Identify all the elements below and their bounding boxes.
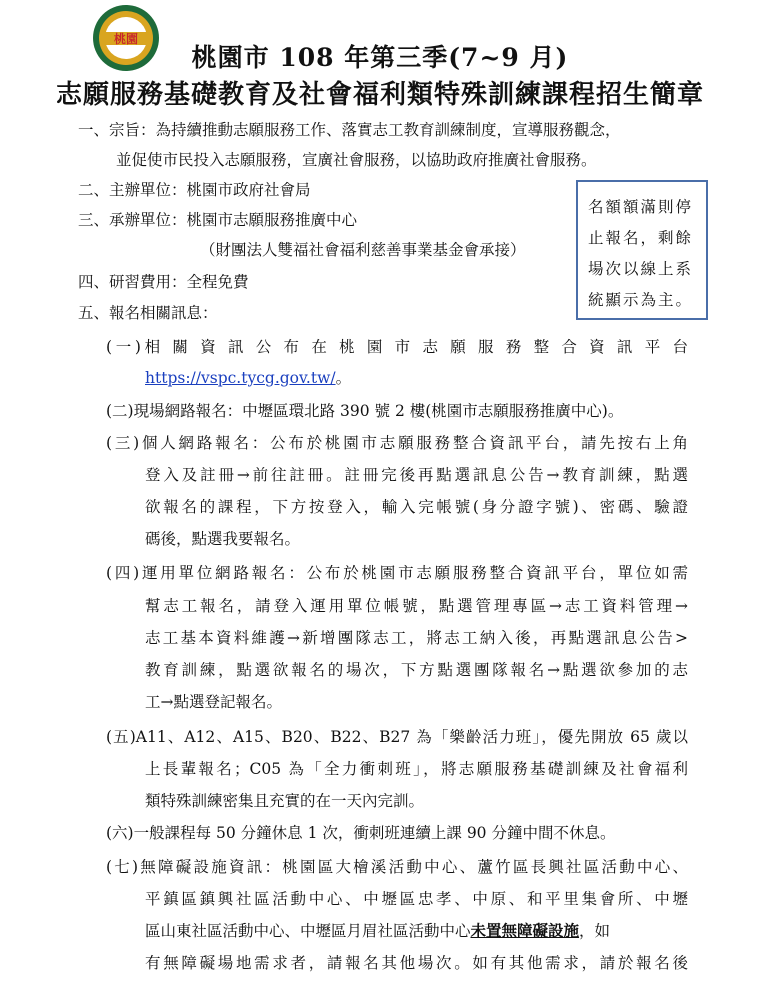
item-3-personal-cont: 登入及註冊→前往註冊。註冊完後再點選訊息公告→教育訓練，點選 bbox=[145, 466, 688, 484]
section-5-registration: 五、報名相關訊息： bbox=[78, 304, 218, 322]
item-5-classes-cont: 上長輩報名；C05 為「全力衝刺班」，將志願服務基礎訓練及社會福利 bbox=[145, 760, 688, 778]
notice-box bbox=[576, 180, 708, 320]
section-2-organizer: 二、主辦單位：桃園市政府社會局 bbox=[78, 181, 311, 199]
item-1-link-line bbox=[145, 368, 351, 388]
section-1-purpose-cont: 並促使市民投入志願服務，宣廣社會服務，以協助政府推廣社會服務。 bbox=[116, 151, 597, 169]
title-line-1: 桃園市 108 年第三季(7~9 月) bbox=[191, 43, 569, 72]
item-6-breaks: (六)一般課程每 50 分鐘休息 1 次，衝刺班連續上課 90 分鐘中間不休息。 bbox=[106, 824, 616, 842]
item-7-accessibility-cont: 平鎮區鎮興社區活動中心、中壢區忠孝、中原、和平里集會所、中壢 bbox=[145, 890, 688, 908]
title-line-2: 志願服務基礎教育及社會福利類特殊訓練課程招生簡章 bbox=[55, 80, 704, 110]
item-3-personal: (三)個人網路報名：公布於桃園市志願服務整合資訊平台，請先按右上角 bbox=[106, 434, 688, 452]
item-7-accessibility-cont: 有無障礙場地需求者，請報名其他場次。如有其他需求，請於報名後 bbox=[145, 954, 688, 972]
notice-line: 名額額滿則停 bbox=[588, 198, 694, 216]
section-4-fee: 四、研習費用：全程免費 bbox=[78, 273, 249, 291]
section-1-purpose: 一、宗旨：為持續推動志願服務工作、落實志工教育訓練制度，宣導服務觀念， bbox=[78, 121, 621, 139]
item-2-onsite: (二)現場網路報名：中壢區環北路 390 號 2 樓(桃園市志願服務推廣中心)。 bbox=[106, 402, 624, 420]
item-5-classes: (五)A11、A12、A15、B20、B22、B27 為「樂齡活力班」，優先開放 65 歲以 bbox=[106, 728, 688, 746]
item-3-personal-cont: 欲報名的課程，下方按登入，輸入完帳號(身分證字號)、密碼、驗證 bbox=[145, 498, 688, 516]
notice-line: 止報名，剩餘 bbox=[588, 229, 694, 247]
item-4-unit-cont: 幫志工報名，請登入運用單位帳號，點選管理專區→志工資料管理→ bbox=[145, 597, 688, 615]
item-7-venues: 區山東社區活動中心、中壢區月眉社區活動中心 bbox=[145, 922, 471, 940]
notice-line: 場次以線上系 bbox=[588, 260, 694, 278]
logo-text: 桃園 bbox=[113, 32, 139, 46]
platform-link[interactable]: https://vspc.tycg.gov.tw/ bbox=[145, 369, 336, 387]
section-3-contractor: 三、承辦單位：桃園市志願服務推廣中心 bbox=[78, 211, 358, 229]
item-7-accessibility-cont bbox=[145, 921, 610, 941]
item-1-link-suffix: 。 bbox=[335, 369, 352, 387]
section-3-contractor-note: （財團法人雙福社會福利慈善事業基金會承接） bbox=[200, 241, 526, 259]
item-4-unit-cont: 教育訓練，點選欲報名的場次，下方點選團隊報名→點選欲參加的志 bbox=[145, 661, 688, 679]
item-4-unit-cont: 志工基本資料維護→新增團隊志工，將志工納入後，再點選訊息公告> bbox=[145, 629, 688, 647]
item-3-personal-cont: 碼後，點選我要報名。 bbox=[145, 530, 301, 548]
item-1-info: (一)相 關 資 訊 公 布 在 桃 園 市 志 願 服 務 整 合 資 訊 平 台 bbox=[106, 338, 688, 356]
no-accessibility-notice: 未置無障礙設施 bbox=[470, 921, 580, 940]
item-7-suffix: ，如 bbox=[579, 922, 611, 940]
item-7-accessibility: (七)無障礙設施資訊：桃園區大檜溪活動中心、蘆竹區長興社區活動中心、 bbox=[106, 858, 688, 876]
item-5-classes-cont: 類特殊訓練密集且充實的在一天內完訓。 bbox=[145, 792, 425, 810]
item-4-unit: (四)運用單位網路報名：公布於桃園市志願服務整合資訊平台，單位如需 bbox=[106, 564, 688, 582]
notice-line: 統顯示為主。 bbox=[588, 291, 694, 309]
item-4-unit-cont: 工→點選登記報名。 bbox=[145, 693, 282, 711]
